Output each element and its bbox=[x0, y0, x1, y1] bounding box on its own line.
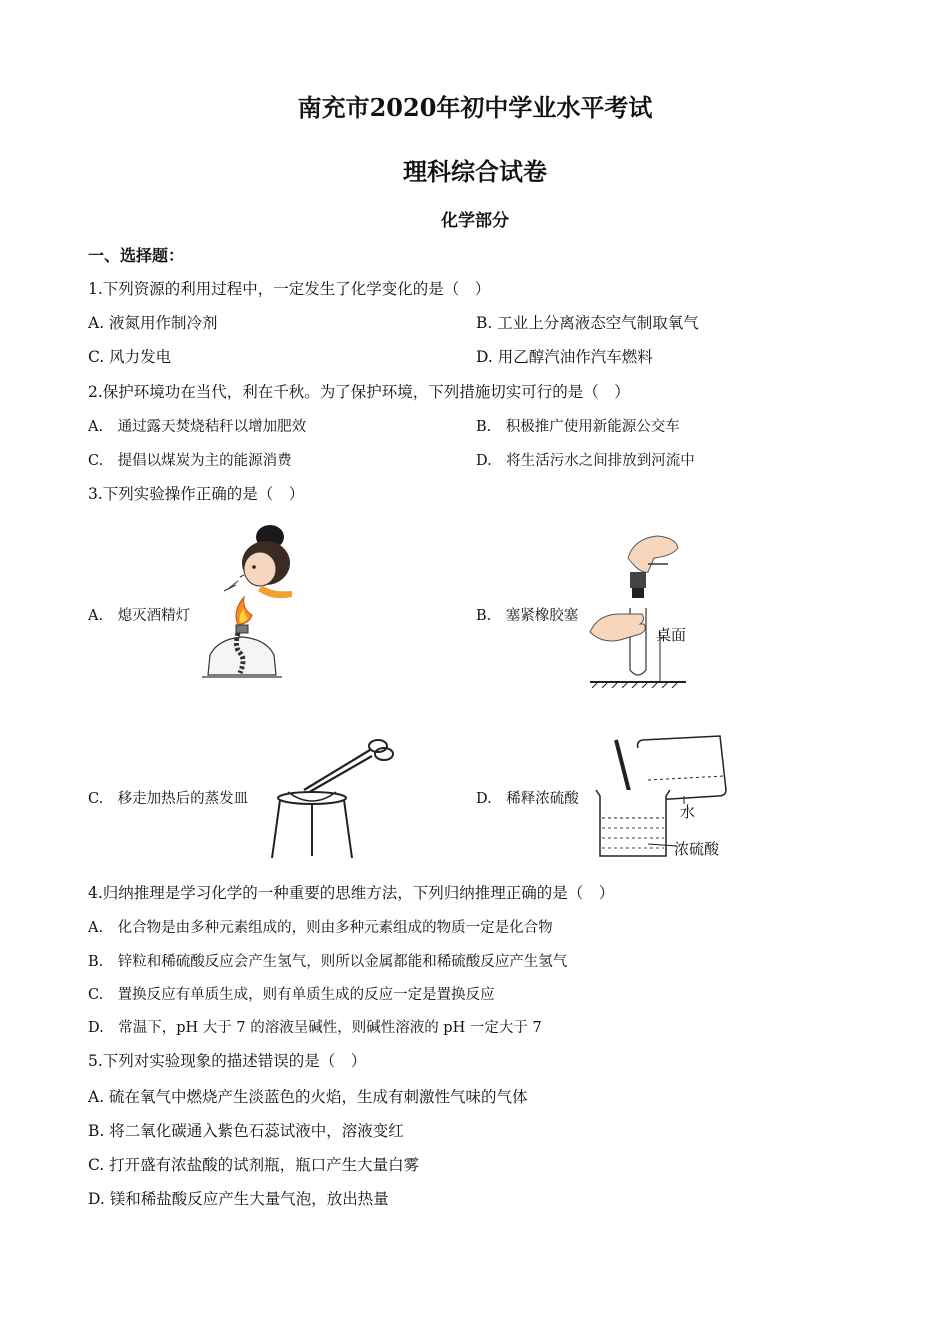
label-conc-acid: 浓硫酸 bbox=[674, 840, 720, 858]
figure-rubber-stopper bbox=[586, 528, 696, 690]
section-title: 一、选择题： bbox=[88, 246, 185, 265]
q3-option-d: D. 稀释浓硫酸 bbox=[476, 791, 579, 807]
page-title: 南充市2020年初中学业水平考试 bbox=[297, 93, 653, 122]
question-5-stem: 5.下列对实验现象的描述错误的是（ ） bbox=[88, 1052, 367, 1070]
q2-option-b: B. 积极推广使用新能源公交车 bbox=[476, 419, 680, 435]
q5-option-d: D. 镁和稀盐酸反应产生大量气泡，放出热量 bbox=[88, 1190, 389, 1208]
q4-option-b: B. 锌粒和稀硫酸反应会产生氢气，则所以金属都能和稀硫酸反应产生氢气 bbox=[88, 954, 568, 970]
q5-option-a: A. 硫在氧气中燃烧产生淡蓝色的火焰，生成有刺激性气味的气体 bbox=[88, 1088, 528, 1106]
q4-option-a: A. 化合物是由多种元素组成的，则由多种元素组成的物质一定是化合物 bbox=[88, 920, 553, 936]
q4-option-c: C. 置换反应有单质生成，则有单质生成的反应一定是置换反应 bbox=[88, 987, 495, 1003]
label-water: 水 bbox=[680, 803, 696, 821]
q1-option-b: B. 工业上分离液态空气制取氧气 bbox=[476, 314, 699, 332]
q4-option-d: D. 常温下，pH 大于 7 的溶液呈碱性，则碱性溶液的 pH 一定大于 7 bbox=[88, 1020, 542, 1036]
q5-option-c: C. 打开盛有浓盐酸的试剂瓶，瓶口产生大量白雾 bbox=[88, 1156, 420, 1174]
q1-option-c: C. 风力发电 bbox=[88, 348, 172, 366]
q5-option-b: B. 将二氧化碳通入紫色石蕊试液中，溶液变红 bbox=[88, 1122, 404, 1140]
q2-option-d: D. 将生活污水之间排放到河流中 bbox=[476, 453, 695, 469]
paper-subtitle: 理科综合试卷 bbox=[403, 157, 547, 186]
part-title: 化学部分 bbox=[441, 211, 509, 231]
q3-option-c: C. 移走加热后的蒸发皿 bbox=[88, 791, 249, 807]
q3-option-b: B. 塞紧橡胶塞 bbox=[476, 608, 579, 624]
q2-option-c: C. 提倡以煤炭为主的能源消费 bbox=[88, 453, 292, 469]
question-1-stem: 1.下列资源的利用过程中，一定发生了化学变化的是（ ） bbox=[88, 280, 491, 298]
q1-option-a: A. 液氮用作制冷剂 bbox=[88, 314, 218, 332]
figure-evaporating-dish bbox=[266, 736, 402, 860]
question-3-stem: 3.下列实验操作正确的是（ ） bbox=[88, 485, 305, 503]
q1-option-d: D. 用乙醇汽油作汽车燃料 bbox=[476, 348, 653, 366]
label-desk: 桌面 bbox=[656, 626, 687, 644]
q2-option-a: A. 通过露天焚烧秸秆以增加肥效 bbox=[88, 419, 307, 435]
question-2-stem: 2.保护环境功在当代，利在千秋。为了保护环境，下列措施切实可行的是（ ） bbox=[88, 383, 630, 401]
figure-alcohol-lamp bbox=[198, 515, 310, 683]
question-4-stem: 4.归纳推理是学习化学的一种重要的思维方法，下列归纳推理正确的是（ ） bbox=[88, 884, 615, 902]
q3-option-a: A. 熄灭酒精灯 bbox=[88, 608, 191, 624]
